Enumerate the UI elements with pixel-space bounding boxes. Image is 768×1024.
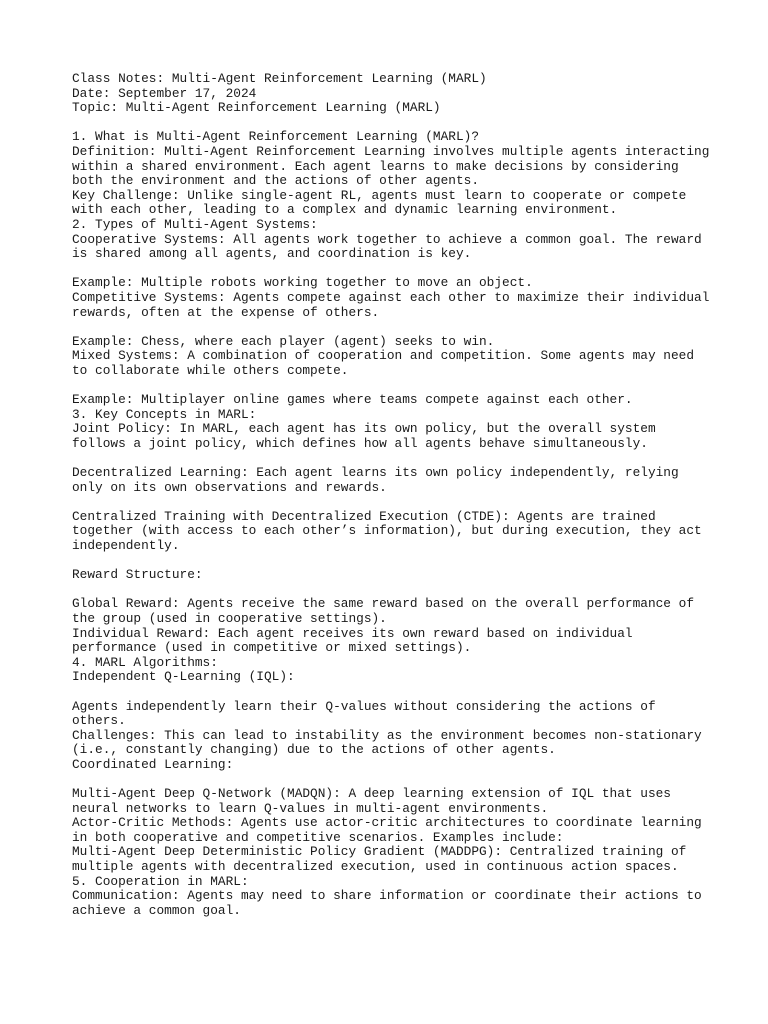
text-line: rewards, often at the expense of others. [72, 304, 380, 320]
text-line: Example: Multiple robots working together to move an object. [72, 275, 533, 291]
text-line: independently. [72, 538, 180, 553]
text-line: Competitive Systems: Agents compete against each other to maximize their individual [72, 289, 710, 305]
text-line: performance (used in competitive or mixed settings). [72, 640, 472, 656]
text-line: is shared among all agents, and coordination is key. [72, 246, 472, 262]
blank-line [72, 583, 712, 598]
text-line: multiple agents with decentralized execution, used in continuous action spaces. [72, 859, 679, 875]
text-line: Date: September 17, 2024 [72, 85, 257, 101]
blank-line [72, 685, 712, 700]
text-line: Challenges: This can lead to instability as the environment becomes non-stationary [72, 727, 702, 743]
text-line: Class Notes: Multi-Agent Reinforcement Learning (MARL) [72, 71, 487, 86]
text-line: together (with access to each other’s information), but during execution, they act [72, 523, 702, 539]
text-line: Definition: Multi-Agent Reinforcement Learning involves multiple agents interacting [72, 143, 710, 159]
text-line: Mixed Systems: A combination of cooperation and competition. Some agents may need [72, 348, 695, 364]
text-line: 2. Types of Multi-Agent Systems: [72, 216, 318, 232]
text-line: Global Reward: Agents receive the same reward based on the overall performance of [72, 596, 695, 612]
text-line: 4. MARL Algorithms: [72, 654, 218, 670]
text-line: achieve a common goal. [72, 902, 241, 918]
blank-line [72, 262, 712, 277]
text-line: Actor-Critic Methods: Agents use actor-critic architectures to coordinate learning [72, 815, 702, 831]
blank-line [72, 116, 712, 131]
text-line: Agents independently learn their Q-values without considering the actions of [72, 698, 656, 714]
text-line: Multi-Agent Deep Deterministic Policy Gradient (MADDPG): Centralized training of [72, 844, 687, 860]
text-line: the group (used in cooperative settings). [72, 610, 387, 626]
text-line: Example: Chess, where each player (agent) seeks to win. [72, 333, 495, 349]
text-line: to collaborate while others compete. [72, 362, 349, 378]
text-line: Decentralized Learning: Each agent learns its own policy independently, relying [72, 465, 679, 481]
text-line: Individual Reward: Each agent receives its own reward based on individual [72, 625, 633, 641]
text-line: neural networks to learn Q-values in multi-agent environments. [72, 800, 549, 816]
text-line: within a shared environment. Each agent learns to make decisions by considering [72, 158, 679, 174]
text-line: both the environment and the actions of other agents. [72, 173, 480, 189]
blank-line [72, 378, 712, 393]
text-line: 3. Key Concepts in MARL: [72, 406, 257, 422]
text-line: Joint Policy: In MARL, each agent has its own policy, but the overall system [72, 421, 656, 437]
blank-line [72, 451, 712, 466]
text-line: others. [72, 713, 126, 729]
text-line: Example: Multiplayer online games where teams compete against each other. [72, 392, 633, 408]
text-line: 1. What is Multi-Agent Reinforcement Learning (MARL)? [72, 129, 480, 145]
text-line: Multi-Agent Deep Q-Network (MADQN): A deep learning extension of IQL that uses [72, 786, 671, 802]
text-line: (i.e., constantly changing) due to the actions of other agents. [72, 742, 556, 758]
text-line: 5. Cooperation in MARL: [72, 873, 249, 889]
blank-line [72, 320, 712, 335]
blank-line [72, 554, 712, 569]
text-line: Topic: Multi-Agent Reinforcement Learning (MARL) [72, 100, 441, 116]
blank-line [72, 773, 712, 788]
text-line: Communication: Agents may need to share information or coordinate their actions to [72, 888, 702, 904]
text-line: Reward Structure: [72, 567, 203, 583]
text-line: in both cooperative and competitive scenarios. Examples include: [72, 829, 564, 845]
document-page [72, 72, 712, 918]
blank-line [72, 495, 712, 510]
text-line: Cooperative Systems: All agents work together to achieve a common goal. The reward [72, 231, 702, 247]
text-line: Key Challenge: Unlike single-agent RL, agents must learn to cooperate or compete [72, 187, 687, 203]
text-line: Coordinated Learning: [72, 756, 234, 772]
text-line: only on its own observations and rewards. [72, 479, 387, 495]
text-line: Independent Q-Learning (IQL): [72, 669, 295, 685]
text-line: with each other, leading to a complex and dynamic learning environment. [72, 202, 618, 218]
text-line: Centralized Training with Decentralized Execution (CTDE): Agents are trained [72, 508, 656, 524]
text-line: follows a joint policy, which defines how all agents behave simultaneously. [72, 435, 648, 451]
